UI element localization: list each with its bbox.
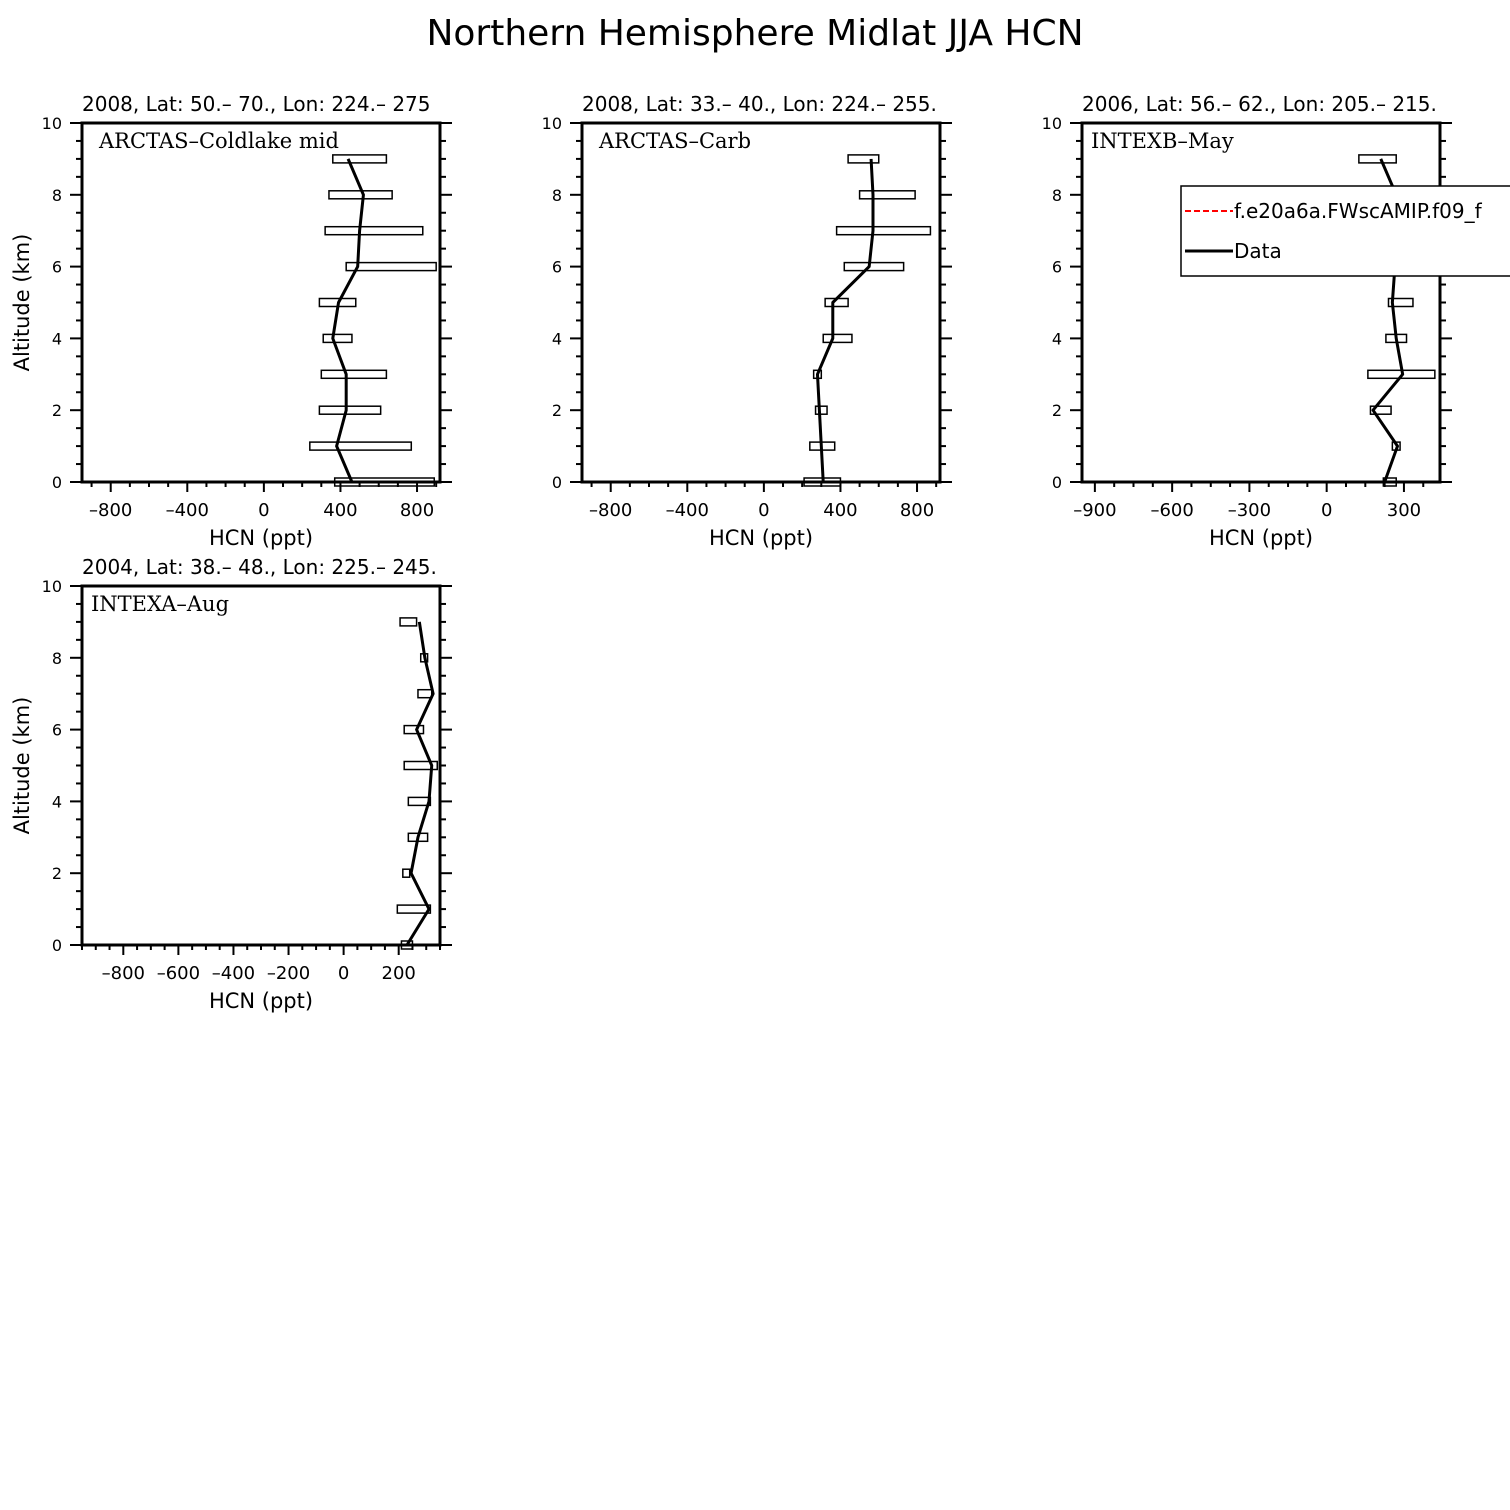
panel-subtitle: 2004, Lat: 38.– 48., Lon: 225.– 245. (82, 555, 437, 579)
range-box (346, 263, 436, 271)
range-box (403, 869, 410, 877)
x-tick-label: 0 (337, 963, 350, 984)
y-tick-label: 6 (51, 257, 62, 277)
x-tick-label: –300 (1227, 500, 1272, 521)
range-box (844, 263, 903, 271)
y-tick-label: 10 (41, 577, 62, 596)
plot-frame (82, 586, 440, 945)
x-tick-label: 800 (899, 500, 935, 521)
range-box (837, 227, 931, 235)
panel-subtitle: 2008, Lat: 50.– 70., Lon: 224.– 275 (82, 92, 431, 116)
x-axis-label: HCN (ppt) (1208, 526, 1314, 550)
x-tick-label: –400 (211, 963, 256, 984)
y-tick-label: 10 (1041, 114, 1062, 133)
y-tick-label: 0 (551, 473, 562, 492)
x-tick-label: 300 (1386, 500, 1422, 521)
y-tick-label: 0 (1051, 473, 1062, 492)
x-axis-label: HCN (ppt) (208, 989, 314, 1013)
panel-subtitle: 2006, Lat: 56.– 62., Lon: 205.– 215. (1082, 92, 1437, 116)
x-tick-label: –400 (665, 500, 709, 521)
x-tick-label: –400 (165, 500, 209, 521)
y-tick-label: 4 (51, 792, 62, 812)
data-line (333, 159, 364, 482)
x-tick-label: –600 (1150, 500, 1194, 521)
range-box (860, 191, 916, 199)
panel-subtitle: 2008, Lat: 33.– 40., Lon: 224.– 255. (582, 92, 937, 116)
legend (1181, 186, 1510, 276)
x-tick-label: 0 (1320, 500, 1333, 521)
y-tick-label: 4 (551, 329, 562, 349)
panel-4 (10, 555, 452, 1013)
data-line (817, 159, 873, 482)
range-box (848, 155, 879, 163)
range-box (321, 370, 386, 378)
x-tick-label: –900 (1073, 500, 1117, 521)
y-axis-label: Altitude (km) (10, 696, 34, 835)
y-tick-label: 8 (1051, 185, 1062, 205)
y-tick-label: 2 (51, 401, 62, 421)
campaign-label: ARCTAS–Carb (599, 129, 752, 153)
campaign-label: ARCTAS–Coldlake mid (99, 129, 339, 153)
range-box (319, 406, 380, 414)
y-tick-label: 2 (1051, 401, 1062, 421)
legend-model-label: f.e20a6a.FWscAMIP.f09_f (1234, 199, 1482, 223)
figure-title: Northern Hemisphere Midlat JJA HCN (426, 13, 1084, 54)
range-box (816, 406, 827, 414)
x-tick-label: 200 (381, 963, 416, 984)
x-axis-label: HCN (ppt) (208, 526, 314, 550)
panel-2 (542, 92, 952, 550)
y-axis-label: Altitude (km) (10, 233, 34, 372)
x-tick-label: 800 (399, 500, 435, 521)
x-tick-label: –800 (89, 500, 133, 521)
range-box (310, 442, 411, 450)
y-tick-label: 8 (51, 648, 62, 668)
y-tick-label: 4 (1051, 329, 1062, 349)
plot-frame (582, 123, 940, 482)
x-tick-label: 0 (758, 500, 770, 521)
y-tick-label: 2 (51, 864, 62, 884)
y-tick-label: 4 (51, 329, 62, 349)
y-tick-label: 0 (51, 473, 62, 492)
x-tick-label: –200 (266, 963, 311, 984)
range-box (823, 334, 852, 342)
campaign-label: INTEXB–May (1091, 129, 1234, 153)
range-box (329, 191, 392, 199)
y-tick-label: 0 (51, 936, 62, 955)
x-axis-label: HCN (ppt) (708, 526, 814, 550)
x-tick-label: –600 (156, 963, 201, 984)
range-box (397, 905, 430, 913)
legend-data-label: Data (1234, 239, 1282, 263)
x-tick-label: –800 (589, 500, 633, 521)
range-box (1359, 155, 1396, 163)
y-tick-label: 6 (51, 720, 62, 740)
y-tick-label: 10 (541, 114, 562, 133)
y-tick-label: 8 (551, 185, 562, 205)
x-tick-label: 400 (823, 500, 858, 521)
data-line (407, 622, 433, 945)
x-tick-label: 0 (258, 500, 270, 521)
range-box (333, 155, 387, 163)
range-box (400, 618, 417, 626)
panel-1 (10, 92, 452, 550)
panel-3 (1042, 92, 1452, 550)
plot-frame (82, 123, 440, 482)
range-box (325, 227, 423, 235)
y-tick-label: 10 (41, 114, 62, 133)
range-box (404, 726, 423, 734)
y-tick-label: 2 (551, 401, 562, 421)
y-tick-label: 8 (51, 185, 62, 205)
x-tick-label: 400 (323, 500, 358, 521)
y-tick-label: 6 (551, 257, 562, 277)
y-tick-label: 6 (1051, 257, 1062, 277)
range-box (418, 690, 432, 698)
range-box (323, 334, 352, 342)
x-tick-label: –800 (101, 963, 145, 984)
campaign-label: INTEXA–Aug (91, 592, 230, 616)
